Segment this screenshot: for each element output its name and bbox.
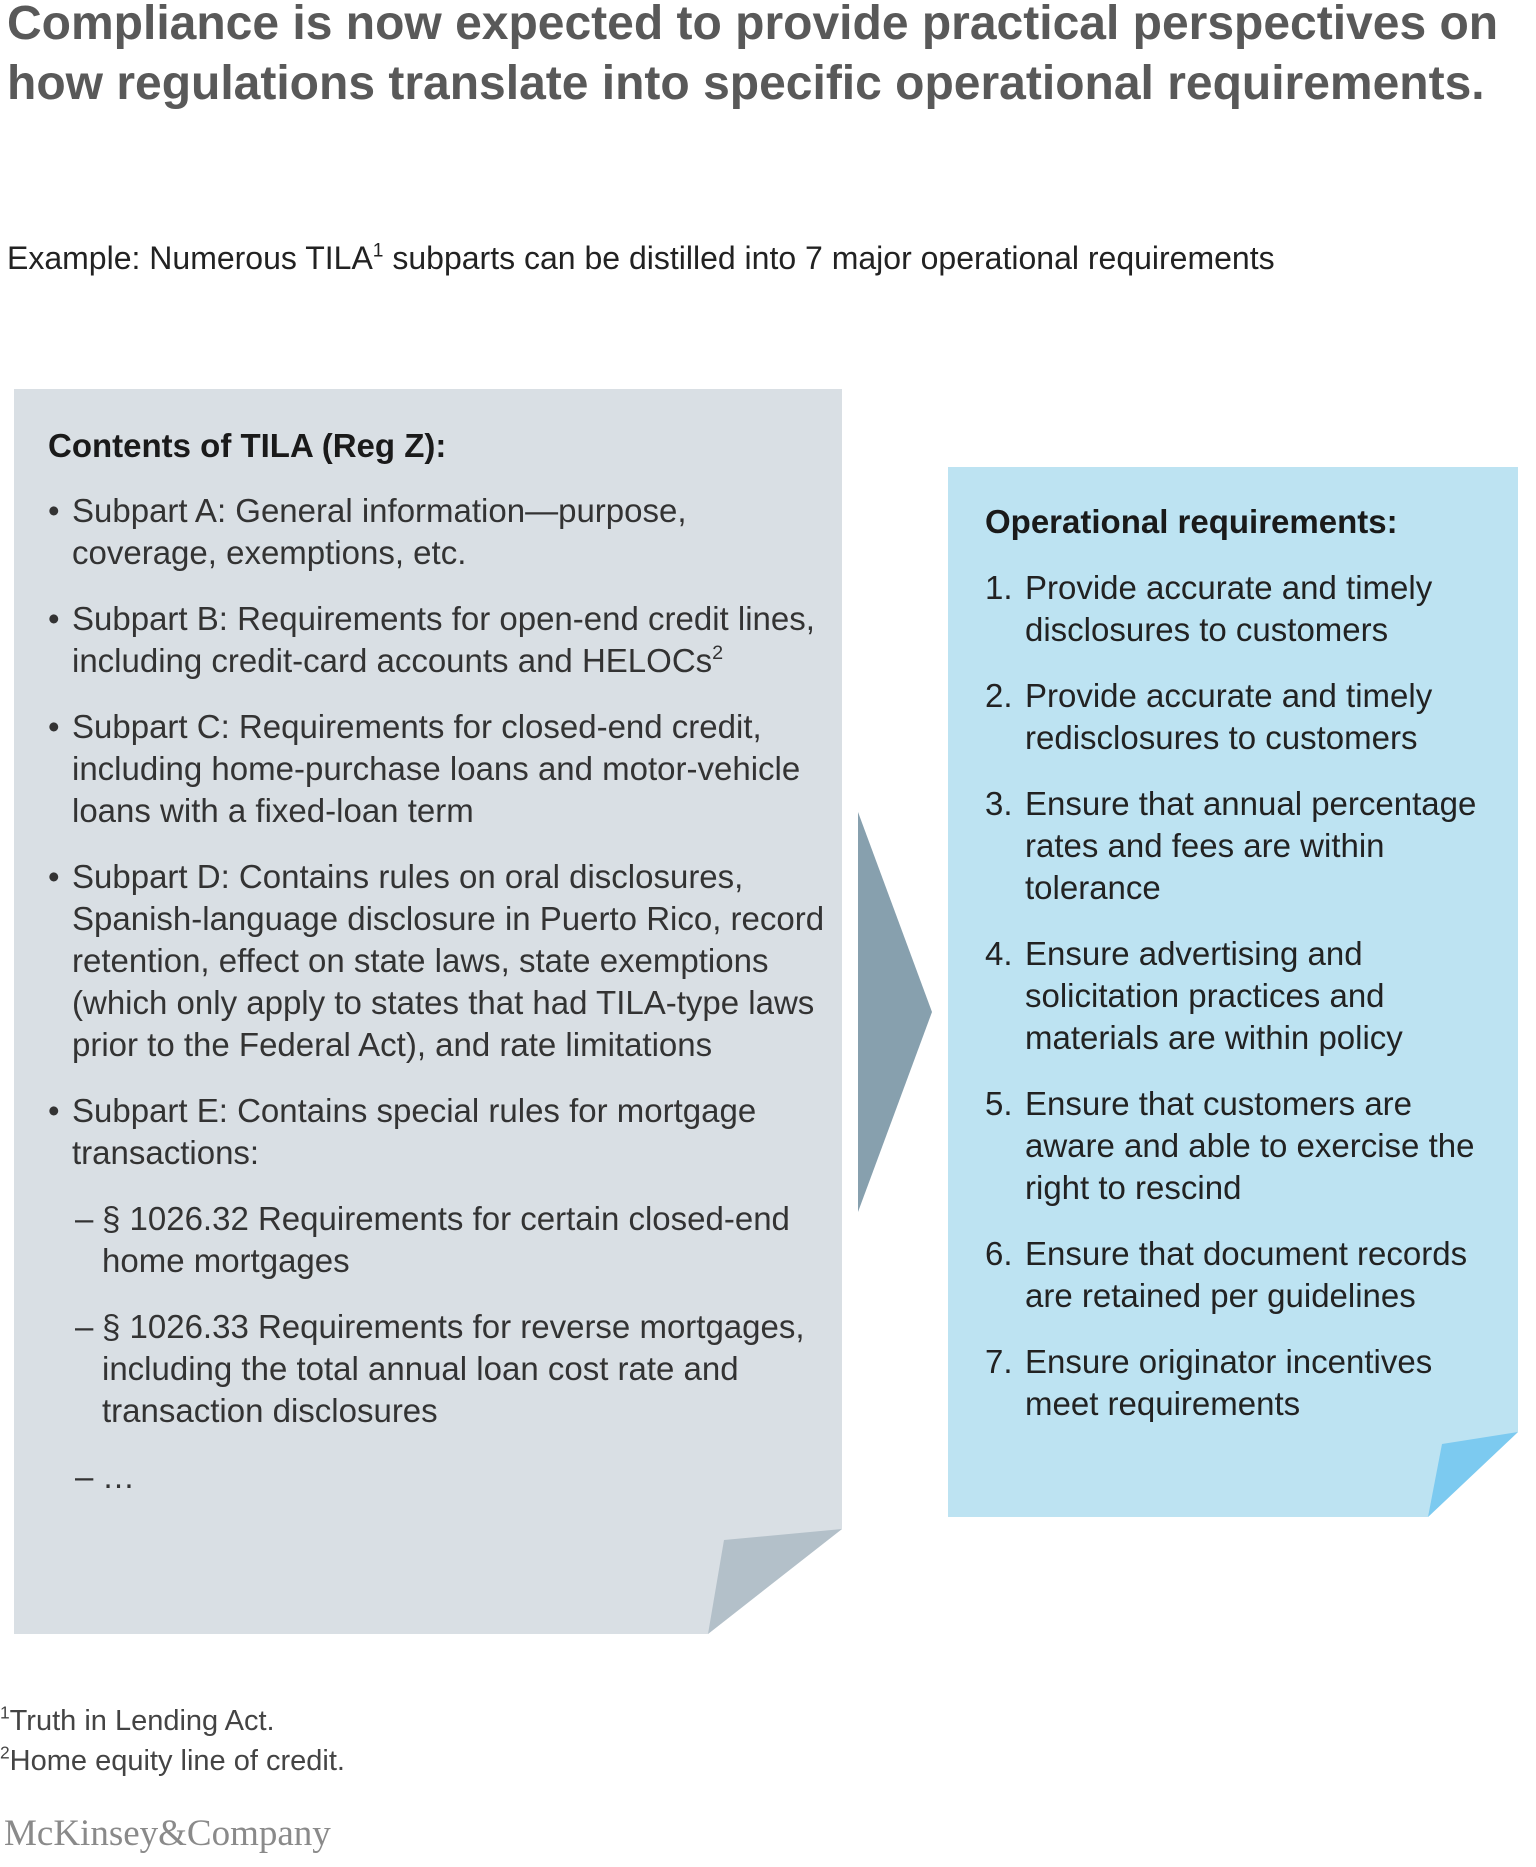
list-item bbox=[48, 1090, 828, 1498]
requirement-text: Ensure that customers are aware and able to exercise the right to rescind bbox=[1025, 1085, 1475, 1206]
tila-contents-title: Contents of TILA (Reg Z): bbox=[48, 427, 447, 464]
list-item bbox=[48, 706, 828, 832]
bullet: • bbox=[48, 858, 60, 895]
list-item bbox=[48, 490, 828, 574]
section-1026-33-text: § 1026.33 Requirements for reverse mortgages, including the total annual loan cost rate and transaction disclosures bbox=[102, 1308, 805, 1429]
list-item bbox=[48, 598, 828, 682]
subpart-b-text: Subpart B: Requirements for open-end credit lines, including credit-card accounts and HELOCs bbox=[72, 600, 815, 679]
list-item bbox=[985, 567, 1510, 651]
operational-requirements-title: Operational requirements: bbox=[985, 503, 1398, 540]
tila-subpart-list bbox=[48, 490, 828, 1522]
item-number: 1. bbox=[985, 569, 1013, 606]
item-number: 2. bbox=[985, 677, 1013, 714]
requirement-text: Ensure that annual percentage rates and fees are within tolerance bbox=[1025, 785, 1477, 906]
footnote-2 bbox=[0, 1741, 345, 1781]
footnote-ref-1: 1 bbox=[372, 240, 384, 262]
list-item bbox=[985, 783, 1510, 909]
list-item bbox=[75, 1306, 828, 1432]
subtitle bbox=[7, 238, 1507, 278]
footnote-text: Truth in Lending Act. bbox=[9, 1705, 275, 1737]
list-item bbox=[985, 675, 1510, 759]
subtitle-text-continued: subparts can be distilled into 7 major operational requirements bbox=[383, 240, 1275, 276]
list-item bbox=[75, 1456, 828, 1498]
page-fold-corner bbox=[708, 1529, 842, 1634]
requirement-text: Provide accurate and timely redisclosures to customers bbox=[1025, 677, 1433, 756]
arrow-right-icon bbox=[858, 812, 932, 1212]
footnote-1 bbox=[0, 1701, 345, 1741]
section-1026-32-text: § 1026.32 Requirements for certain closed-end home mortgages bbox=[102, 1200, 790, 1279]
operational-requirements-list bbox=[985, 567, 1510, 1449]
mortgage-rules-list bbox=[72, 1198, 828, 1498]
subpart-a-text: Subpart A: General information—purpose, coverage, exemptions, etc. bbox=[72, 492, 687, 571]
bullet: • bbox=[48, 600, 60, 637]
requirement-text: Ensure advertising and solicitation practices and materials are within policy bbox=[1025, 935, 1403, 1056]
dash: – bbox=[75, 1200, 94, 1237]
item-number: 6. bbox=[985, 1235, 1013, 1272]
list-item bbox=[985, 933, 1510, 1059]
footnote-text: Home equity line of credit. bbox=[9, 1745, 345, 1777]
headline: Compliance is now expected to provide practical perspectives on how regulations translate into specific operational requirements. bbox=[7, 0, 1499, 110]
subpart-e-text: Subpart E: Contains special rules for mortgage transactions: bbox=[72, 1092, 757, 1171]
dash: – bbox=[75, 1458, 94, 1495]
mckinsey-logo: McKinsey&Company bbox=[4, 1813, 331, 1854]
item-number: 4. bbox=[985, 935, 1013, 972]
subpart-d-text: Subpart D: Contains rules on oral disclosures, Spanish-language disclosure in Puerto Rico, record retention, effect on state laws, state exemptions (which only apply to states that had TILA-type laws prior to the Federal Act), and rate limitations bbox=[72, 858, 825, 1063]
requirement-text: Provide accurate and timely disclosures to customers bbox=[1025, 569, 1433, 648]
footnote-ref-2: 2 bbox=[712, 642, 724, 665]
list-item bbox=[985, 1083, 1510, 1209]
list-item bbox=[75, 1198, 828, 1282]
bullet: • bbox=[48, 1092, 60, 1129]
footnotes bbox=[0, 1701, 345, 1781]
list-item bbox=[48, 856, 828, 1066]
item-number: 5. bbox=[985, 1085, 1013, 1122]
ellipsis-text: … bbox=[102, 1458, 135, 1495]
bullet: • bbox=[48, 708, 60, 745]
requirement-text: Ensure that document records are retained per guidelines bbox=[1025, 1235, 1468, 1314]
requirement-text: Ensure originator incentives meet requirements bbox=[1025, 1343, 1433, 1422]
subtitle-text: Example: Numerous TILA bbox=[7, 240, 373, 276]
footnote-marker: 1 bbox=[0, 1702, 10, 1723]
list-item bbox=[985, 1233, 1510, 1317]
footnote-marker: 2 bbox=[0, 1742, 10, 1763]
dash: – bbox=[75, 1308, 94, 1345]
item-number: 3. bbox=[985, 785, 1013, 822]
subpart-c-text: Subpart C: Requirements for closed-end credit, including home-purchase loans and motor-vehicle loans with a fixed-loan term bbox=[72, 708, 801, 829]
list-item bbox=[985, 1341, 1510, 1425]
item-number: 7. bbox=[985, 1343, 1013, 1380]
bullet: • bbox=[48, 492, 60, 529]
